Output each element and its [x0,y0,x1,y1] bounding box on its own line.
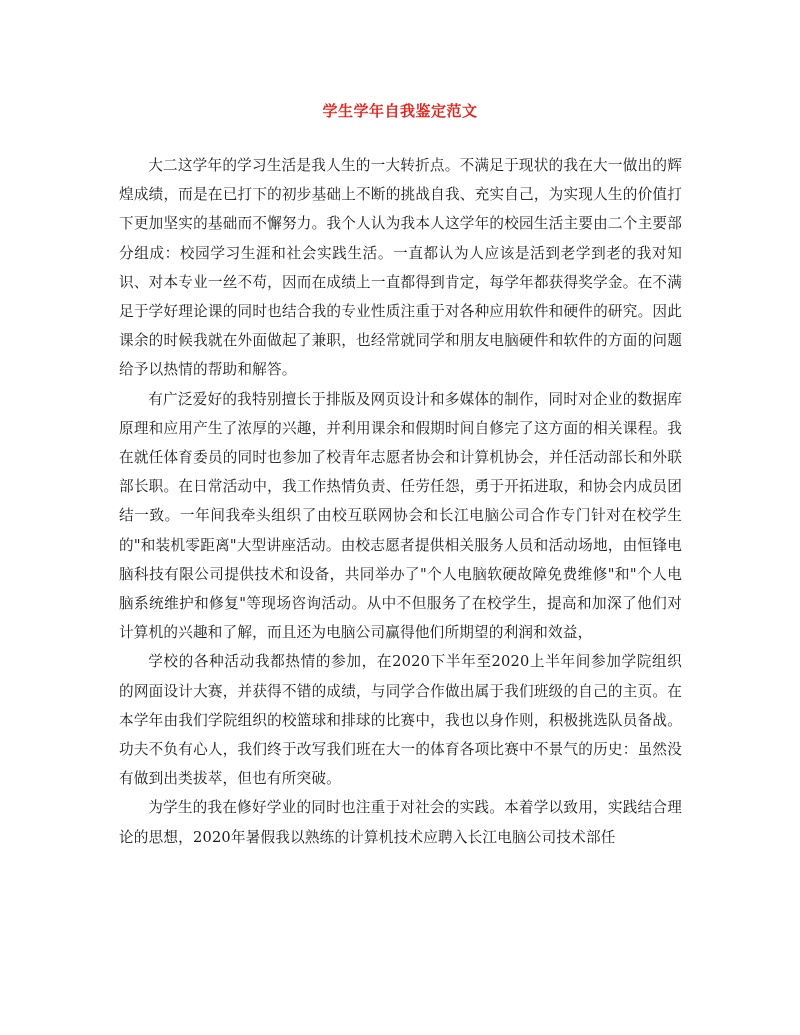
document-title: 学生学年自我鉴定范文 [322,102,478,120]
paragraph-4: 为学生的我在修好学业的同时也注重于对社会的实践。本着学以致用，实践结合理论的思想，2020年暑假我以熟练的计算机技术应聘入长江电脑公司技术部任 [119,799,682,846]
paragraph-1: 大二这学年的学习生活是我人生的一大转折点。不满足于现状的我在大一做出的辉煌成绩，而是在已打下的初步基础上不断的挑战自我、充实自己，为实现人生的价值打下更加坚实的基础而不懈努力。我个人认为我本人这学年的校园生活主要由二个主要部分组成：校园学习生涯和社会实践生活。一直都认为人应该是活到老学到老的我对知识、对本专业一丝不苟，因而在成绩上一直都得到肯定，每学年都获得奖学金。在不满足于学好理论课的同时也结合我的专业性质注重于对各种应用软件和硬件的研究。因此课余的时候我就在外面做起了兼职，也经常就同学和朋友电脑硬件和软件的方面的问题给予以热情的帮助和解答。 [119,157,682,379]
paragraph-2: 有广泛爱好的我特别擅长于排版及网页设计和多媒体的制作，同时对企业的数据库原理和应用产生了浓厚的兴趣，并利用课余和假期时间自修完了这方面的相关课程。我在就任体育委员的同时也参加了校青年志愿者协会和计算机协会，并任活动部长和外联部长职。在日常活动中，我工作热情负责、任劳任怨，勇于开拓进取，和协会内成员团结一致。一年间我牵头组织了由校互联网协会和长江电脑公司合作专门针对在校学生的"和装机零距离"大型讲座活动。由校志愿者提供相关服务人员和活动场地，由恒锋电脑科技有限公司提供技术和设备，共同举办了"个人电脑软硬故障免费维修"和"个人电脑系统维护和修复"等现场咨询活动。从中不但服务了在校学生，提高和加深了他们对计算机的兴趣和了解，而且还为电脑公司赢得他们所期望的利润和效益， [119,390,682,642]
document-body [119,151,682,852]
paragraph-3: 学校的各种活动我都热情的参加，在2020下半年至2020上半年间参加学院组织的网面设计大赛，并获得不错的成绩，与同学合作做出属于我们班级的自己的主页。在本学年由我们学院组织的校篮球和排球的比赛中，我也以身作则，积极挑选队员备战。功夫不负有心人，我们终于改写我们班在大一的体育各项比赛中不景气的历史：虽然没有做到出类拔萃，但也有所突破。 [119,653,682,788]
